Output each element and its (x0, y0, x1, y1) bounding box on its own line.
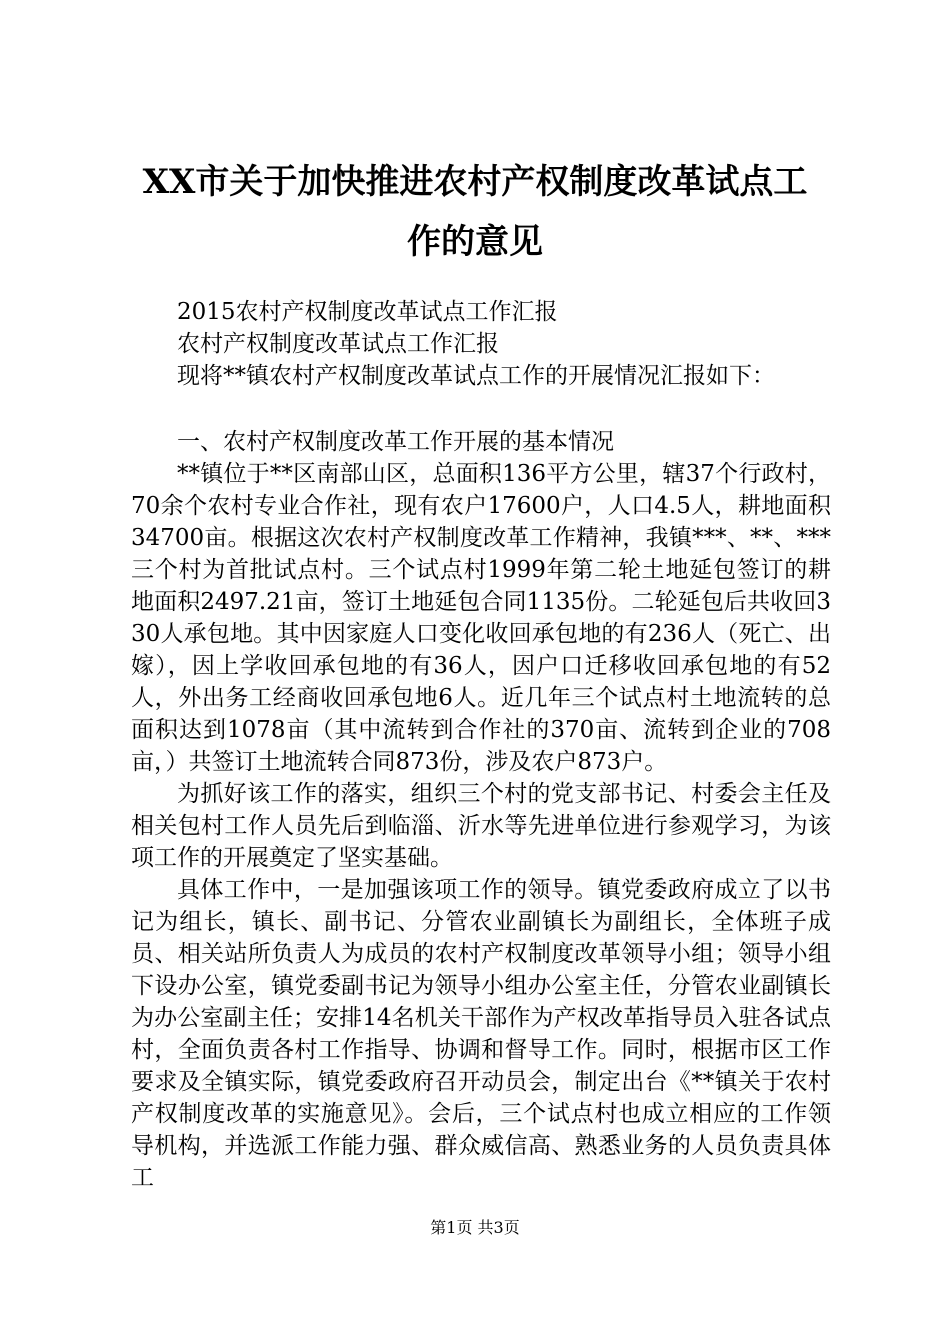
document-body (131, 296, 831, 1194)
section-heading-1: 一、农村产权制度改革工作开展的基本情况 (177, 429, 614, 455)
paragraph-basic-situation: **镇位于**区南部山区，总面积136平方公里，辖37个行政村，70余个农村专业合作社，现有农户17600户，人口4.5人，耕地面积34700亩。根据这次农村产权制度改革工作精神，我镇***、**、***三个村为首批试点村。三个试点村1999年第二轮土地延包签订的耕地面积2497.21亩，签订土地延包合同1135份。二轮延包后共收回330人承包地。其中因家庭人口变化收回承包地的有236人（死亡、出嫁），因上学收回承包地的有36人，因户口迁移收回承包地的有52人，外出务工经商收回承包地6人。近几年三个试点村土地流转的总面积达到1078亩（其中流转到合作社的370亩、流转到企业的708亩，）共签订土地流转合同873份，涉及农户873户。 (131, 461, 831, 775)
paragraph-intro: 现将**镇农村产权制度改革试点工作的开展情况汇报如下： (177, 363, 775, 389)
page-footer: 第1页 共3页 (430, 1218, 520, 1237)
paragraph-subtitle: 农村产权制度改革试点工作汇报 (177, 331, 499, 357)
paragraph-study-visit: 为抓好该工作的落实，组织三个村的党支部书记、村委会主任及相关包村工作人员先后到临淄、沂水等先进单位进行参观学习，为该项工作的开展奠定了坚实基础。 (131, 781, 831, 871)
document-title-line-1: XX市关于加快推进农村产权制度改革试点工 (142, 162, 808, 202)
paragraph-leadership: 具体工作中，一是加强该项工作的领导。镇党委政府成立了以书记为组长，镇长、副书记、分管农业副镇长为副组长，全体班子成员、相关站所负责人为成员的农村产权制度改革领导小组；领导小组下设办公室，镇党委副书记为领导小组办公室主任，分管农业副镇长为办公室副主任；安排14名机关干部作为产权改革指导员入驻各试点村，全面负责各村工作指导、协调和督导工作。同时，根据市区工作要求及全镇实际，镇党委政府召开动员会，制定出台《**镇关于农村产权制度改革的实施意见》。会后，三个试点村也成立相应的工作领导机构，并选派工作能力强、群众威信高、熟悉业务的人员负责具体工 (131, 877, 831, 1191)
document-title-line-2: 作的意见 (407, 222, 543, 262)
paragraph-subtitle-2015: 2015农村产权制度改革试点工作汇报 (177, 299, 558, 325)
